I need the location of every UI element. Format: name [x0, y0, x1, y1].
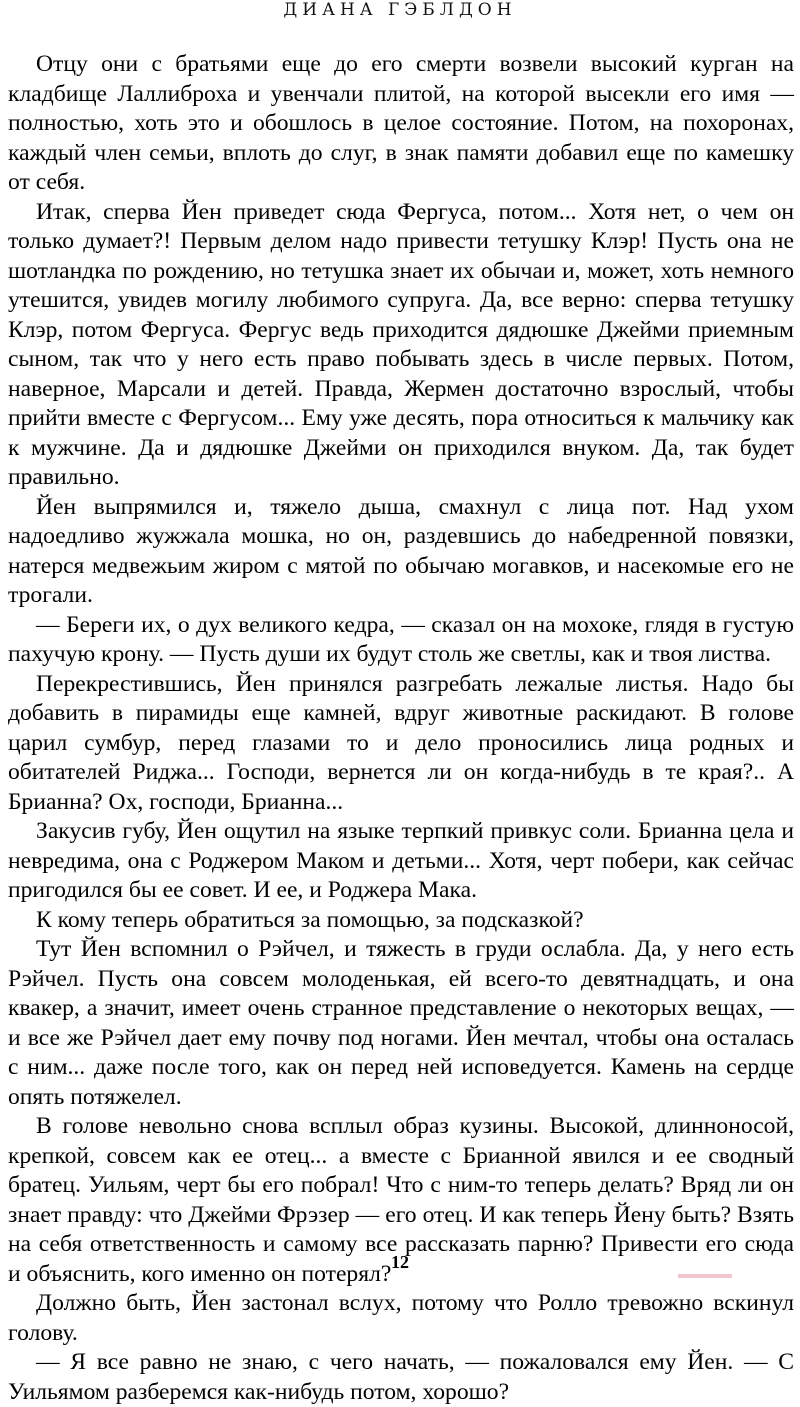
body-text [8, 50, 794, 1407]
running-head-author: ДИАНА ГЭБЛДОН [283, 0, 517, 20]
corner-mark [678, 1274, 732, 1278]
paragraph: Закусив губу, Йен ощутил на языке терпкий привкус соли. Брианна цела и невредима, она с Роджером Маком и детьми... Хотя, черт побери, как сейчас пригодился бы ее совет. И ее, и Роджера Мака. [8, 818, 794, 903]
paragraph: Итак, сперва Йен приведет сюда Фергуса, потом... Хотя нет, о чем он только думает?! Первым делом надо привести тетушку Клэр! Пусть она не шотландка по рождению, но тетушка знает их обычаи и, может, хоть немного утешится, увидев могилу любимого супруга. Да, все верно: сперва тетушку Клэр, потом Фергуса. Фергус ведь приходится дядюшке Джейми приемным сыном, так что у него есть право побывать здесь в числе первых. Потом, наверное, Марсали и детей. Правда, Жермен достаточно взрослый, чтобы прийти вместе с Фергусом... Ему уже десять, пора относиться к мальчику как к мужчине. Да и дядюшке Джейми он приходился внуком. Да, так будет правильно. [8, 198, 794, 490]
page-number: 12 [391, 1252, 409, 1272]
paragraph: Перекрестившись, Йен принялся разгребать лежалые листья. Надо бы добавить в пирамиды еще камней, вдруг животные раскидают. В голове царил сумбур, перед глазами то и дело проносились лица родных и обитателей Риджа... Господи, вернется ли он когда-нибудь в те края?.. А Брианна? Ох, господи, Брианна... [8, 670, 794, 815]
paragraph: Тут Йен вспомнил о Рэйчел, и тяжесть в груди ослабла. Да, у него есть Рэйчел. Пусть она совсем молоденькая, ей всего-то девятнадцать, и она квакер, а значит, имеет очень странное представление о некоторых вещах, — и все же Рэйчел дает ему почву под ногами. Йен мечтал, чтобы она осталась с ним... даже после того, как он перед ней исповедуется. Камень на сердце опять потяжелел. [8, 936, 794, 1110]
paragraph: — Я все равно не знаю, с чего начать, — пожаловался ему Йен. — С Уильямом разберемся как-нибудь потом, хорошо? [8, 1349, 794, 1405]
paragraph: — Береги их, о дух великого кедра, — сказал он на мохоке, глядя в густую пахучую крону. — Пусть души их будут столь же светлы, как и твоя листва. [8, 611, 794, 667]
paragraph: К кому теперь обратиться за помощью, за подсказкой? [36, 906, 584, 933]
paragraph: Должно быть, Йен застонал вслух, потому что Ролло тревожно вскинул голову. [8, 1290, 794, 1346]
paragraph: Отцу они с братьями еще до его смерти возвели высокий курган на кладбище Лаллиброха и увенчали плитой, на которой высекли его имя — полностью, хоть это и обошлось в целое состояние. Потом, на похоронах, каждый член семьи, вплоть до слуг, в знак памяти добавил еще по камешку от себя. [8, 51, 794, 195]
paragraph: Йен выпрямился и, тяжело дыша, смахнул с лица пот. Над ухом надоедливо жужжала мошка, но он, раздевшись до набедренной повязки, натерся медвежьим жиром с мятой по обычаю могавков, и насекомые его не трогали. [8, 493, 794, 608]
paragraph: В голове невольно снова всплыл образ кузины. Высокой, длинноносой, крепкой, совсем как ее отец... а вместе с Брианной явился и ее сводный братец. Уильям, черт бы его побрал! Что с ним-то теперь делать? Вряд ли он знает правду: что Джейми Фрэзер — его отец. И как теперь Йену быть? Взять на себя ответственность и самому все рассказать парню? Привести его сюда и объяснить, кого именно он потерял? [8, 1113, 794, 1287]
